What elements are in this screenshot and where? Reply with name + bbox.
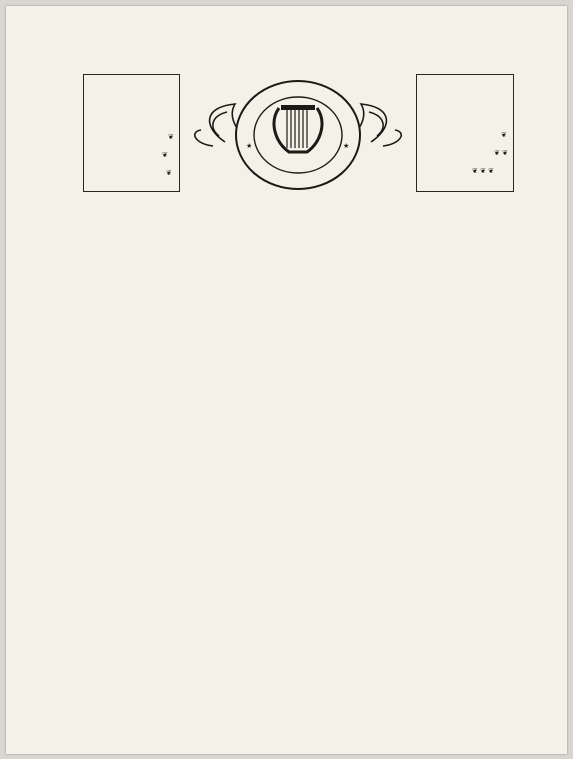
fleuron-icon: ❦ bbox=[162, 151, 168, 159]
svg-text:★: ★ bbox=[343, 142, 350, 150]
vertical-divider bbox=[291, 590, 297, 706]
pianists-box bbox=[416, 74, 514, 192]
fleuron-icon: ❦ bbox=[168, 133, 174, 141]
fleuron-icon: ❦ bbox=[501, 131, 507, 139]
publisher-logo bbox=[183, 72, 413, 202]
horizontal-divider bbox=[80, 542, 516, 548]
lyre-emblem-icon bbox=[183, 72, 413, 202]
managers-box bbox=[83, 74, 180, 192]
svg-text:★: ★ bbox=[246, 142, 253, 150]
fleuron-icon: ❦ bbox=[166, 169, 172, 177]
vertical-divider bbox=[291, 294, 297, 535]
fleuron-icon: ❦ ❦ bbox=[494, 149, 508, 157]
fleuron-icon: ❦ ❦ ❦ bbox=[472, 167, 495, 175]
